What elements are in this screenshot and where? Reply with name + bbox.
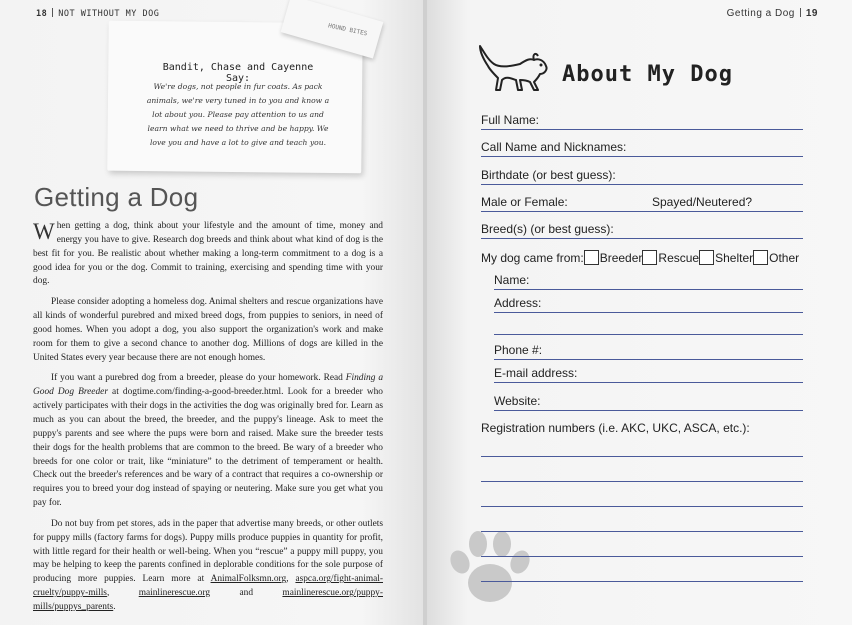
birthdate-field[interactable]: [481, 168, 803, 185]
sex-label: Male or Female:: [481, 195, 568, 209]
breeder-label: Breeder: [599, 251, 643, 265]
email-label: E-mail address:: [494, 366, 578, 380]
other-checkbox[interactable]: [753, 250, 768, 265]
left-page-number: 18: [36, 9, 48, 19]
paragraph-3-lead: If you want a purebred dog from a breeder, please do your homework. Read: [51, 373, 346, 384]
registration-line-6[interactable]: [481, 581, 803, 582]
paragraph-4-end: .: [113, 601, 116, 612]
registration-heading: [481, 421, 803, 437]
shelter-checkbox[interactable]: [699, 250, 714, 265]
registration-line-4[interactable]: [481, 531, 803, 532]
phone-label: Phone #:: [494, 343, 543, 357]
callout-body: We're dogs, not people in fur coats. As pack animals, we're very tuned in to you and know a lot about you. Please pay attention to us and learn what we need to thrive and be happy. We love you and have a lot to give and teach you.: [146, 82, 330, 147]
call-name-label: Call Name and Nicknames:: [481, 140, 627, 154]
link-aspca[interactable]: aspca.org/fight-animal-cruelty/puppy-mills: [33, 574, 383, 599]
folio-divider: [800, 8, 801, 17]
registration-line-1[interactable]: [481, 456, 803, 457]
birthdate-label: Birthdate (or best guess):: [481, 168, 616, 182]
right-running-title: Getting a Dog: [726, 8, 795, 19]
full-name-field[interactable]: [481, 113, 803, 130]
phone-field[interactable]: [494, 343, 803, 360]
paragraph-3-text: at dogtime.com/finding-a-good-breeder.html. Look for a breeder who actively participates with their dogs in the activities the dog was originally bred for. Learn as much as you can about the breed, the breeder, and the puppy's lineage. Ask to meet the puppy's parents and see where the pups were born and raised. Make sure the breeder tests their dogs for the health problems that are common to the breed. Be wary of a breeder who breeds for one color or trait, like “miniature” to the detriment of temperament or health. Check out the breeder's references and be wary of a contract that requires a co-ownership or requires you to breed your dog instead of spaying or neutering. Make sure you get what you pay for.: [33, 387, 383, 509]
callout-tab-label: HOUND BITES: [327, 22, 369, 38]
shelter-label: Shelter: [715, 251, 754, 265]
registration-line-5[interactable]: [481, 556, 803, 557]
section-heading: Getting a Dog: [34, 182, 199, 212]
breed-label: Breed(s) (or best guess):: [481, 222, 614, 236]
link-separator: ,: [286, 574, 296, 585]
call-name-field[interactable]: [481, 140, 803, 157]
breed-field[interactable]: [481, 222, 803, 239]
right-page-number: 19: [805, 8, 818, 19]
spayed-label: Spayed/Neutered?: [652, 195, 753, 209]
sex-field[interactable]: [481, 195, 803, 212]
book-gutter: [423, 0, 427, 625]
drop-cap: W: [33, 219, 55, 244]
address-label: Address:: [494, 296, 542, 310]
origin-row: [481, 250, 803, 266]
paw-print-icon: [446, 528, 536, 608]
paragraph-3: [33, 372, 383, 510]
paragraph-1: [33, 220, 383, 289]
left-running-title: NOT WITHOUT MY DOG: [58, 9, 160, 19]
website-field[interactable]: [494, 394, 803, 411]
dog-icon: [476, 40, 552, 98]
rescue-checkbox[interactable]: [642, 250, 657, 265]
form-title: About My Dog: [562, 62, 733, 87]
breeder-checkbox[interactable]: [584, 250, 599, 265]
source-name-field[interactable]: [494, 273, 803, 290]
registration-line-2[interactable]: [481, 481, 803, 482]
link-mainlinerescue[interactable]: mainlinerescue.org: [138, 588, 211, 599]
link-animalfolks[interactable]: AnimalFolksmn.org: [210, 574, 287, 585]
website-label: Website:: [494, 394, 541, 408]
paragraph-1-text: hen getting a dog, think about your lifestyle and the amount of time, money and energy you have to give. Research dog breeds and think about what kind of dog is the best fit for you. Be realistic about whether making a long-term commitment to a dog is a good idea for you or the dog. Commit to training, exercising and spending time with your dog.: [33, 221, 383, 287]
paragraph-4: [33, 518, 383, 615]
folio-divider: [52, 8, 53, 17]
registration-line-3[interactable]: [481, 506, 803, 507]
email-field[interactable]: [494, 366, 803, 383]
source-name-label: Name:: [494, 273, 530, 287]
link-separator: and: [210, 588, 283, 599]
paragraph-4-text: Do not buy from pet stores, ads in the paper that advertise many breeds, or other outlets for puppy mills (factory farms for dogs). Puppy mills produce puppies in quantity for profit, with little regard for their health or well-being. When you “rescue” a puppy mill puppy, you may be helping to keep the parents confined in deplorable conditions for the sole purpose of producing more puppies. Learn more at: [33, 518, 383, 585]
article-body: [33, 220, 383, 622]
other-label: Other: [769, 251, 800, 265]
address-field[interactable]: [494, 296, 803, 313]
callout-title: Bandit, Chase and Cayenne Say:: [162, 62, 314, 84]
full-name-label: Full Name:: [481, 113, 540, 127]
registration-label: Registration numbers (i.e. AKC, UKC, ASCA, etc.):: [481, 421, 750, 435]
origin-label: My dog came from:: [481, 251, 584, 265]
right-folio: [727, 8, 818, 19]
link-separator: ,: [106, 588, 139, 599]
rescue-label: Rescue: [658, 251, 700, 265]
address-line-2[interactable]: [494, 334, 803, 335]
paragraph-2: Please consider adopting a homeless dog. Animal shelters and rescue organizations have all kinds of wonderful purebred and mixed breed dogs, from puppies to seniors, in need of good homes. When you adopt a dog, you also support the organization's work and make room for them to give a second chance to another dog. Millions of dogs are killed in the United States every year because there are not enough homes.: [33, 297, 383, 363]
link-puppy-mills[interactable]: mainlinerescue.org/puppy-mills/puppys_parents: [33, 588, 383, 612]
left-folio: [36, 8, 159, 19]
book-title: Finding a Good Dog Breeder: [33, 373, 384, 398]
